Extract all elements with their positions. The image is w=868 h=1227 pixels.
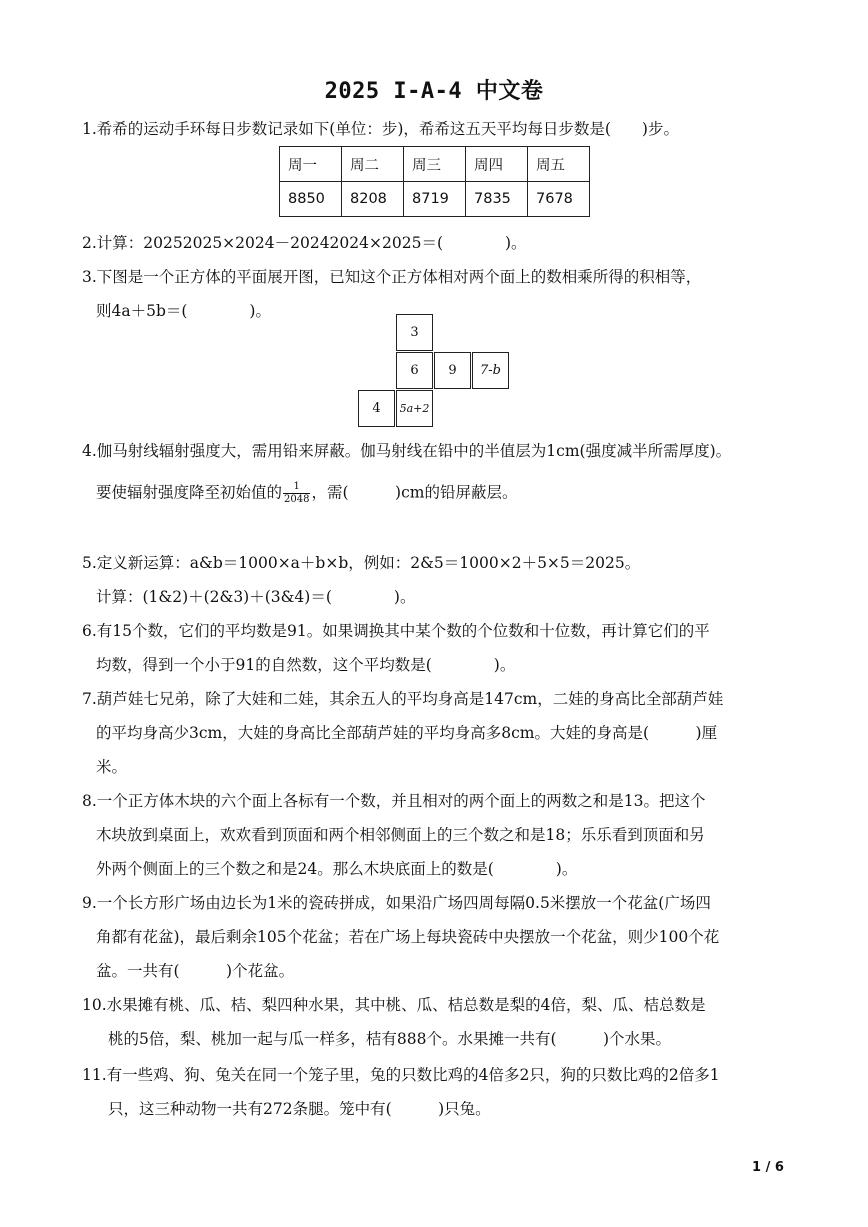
table-cell: 8719 [404,182,466,217]
table-header-cell: 周三 [404,147,466,182]
table-cell: 8850 [280,182,342,217]
question-3-line-2: 则4a＋5b＝( )。 [96,302,271,320]
steps-table [279,146,590,217]
question-1: 1.希希的运动手环每日步数记录如下(单位：步)，希希这五天平均每日步数是( )步。 [82,120,679,138]
fraction-numerator: 1 [283,481,310,494]
table-row [280,182,590,217]
question-4-text-before: 要使辐射强度降至初始值的 [96,483,283,502]
page-title: 2025 I-A-4 中文卷 [324,79,544,104]
question-9-line-2: 角都有花盆)，最后剩余105个花盆；若在广场上每块瓷砖中央摆放一个花盆，则少100个花 [96,928,720,946]
cube-net-diagram [358,314,513,428]
question-3-line-1: 3.下图是一个正方体的平面展开图，已知这个正方体相对两个面上的数相乘所得的积相等， [82,268,702,286]
question-11-line-1: 11.有一些鸡、狗、兔关在同一个笼子里，兔的只数比鸡的4倍多2只，狗的只数比鸡的2倍多1 [82,1066,720,1084]
cube-face-middle-left: 6 [396,352,433,389]
question-9-line-1: 9.一个长方形广场由边长为1米的瓷砖拼成，如果沿广场四周每隔0.5米摆放一个花盆(广场四 [82,894,711,912]
question-8-line-1: 8.一个正方体木块的六个面上各标有一个数，并且相对的两个面上的两数之和是13。把这个 [82,792,706,810]
question-6-line-2: 均数，得到一个小于91的自然数，这个平均数是( )。 [96,656,516,674]
question-5-line-1: 5.定义新运算：a&b＝1000×a＋b×b，例如：2&5＝1000×2＋5×5＝2025。 [82,554,641,572]
question-4-text-after: ，需( )cm的铅屏蔽层。 [311,483,518,502]
question-10-line-2: 桃的5倍，梨、桃加一起与瓜一样多，桔有888个。水果摊一共有( )个水果。 [108,1030,672,1048]
table-cell: 7678 [528,182,590,217]
cube-face-bottom-left: 4 [358,390,395,427]
question-2: 2.计算：20252025×2024－20242024×2025＝( )。 [82,234,527,252]
fraction [283,481,310,506]
table-header-cell: 周五 [528,147,590,182]
cube-face-bottom-right: 5a+2 [396,390,433,427]
cube-face-middle-center: 9 [434,352,471,389]
question-4-line-1: 4.伽马射线辐射强度大，需用铅来屏蔽。伽马射线在铅中的半值层为1cm(强度减半所需厚度)。 [82,442,732,460]
question-7-line-2: 的平均身高少3cm，大娃的身高比全部葫芦娃的平均身高多8cm。大娃的身高是( )厘 [96,724,718,742]
question-7-line-1: 7.葫芦娃七兄弟，除了大娃和二娃，其余五人的平均身高是147cm，二娃的身高比全部葫芦娃 [82,690,724,708]
question-10-line-1: 10.水果摊有桃、瓜、桔、梨四种水果，其中桃、瓜、桔总数是梨的4倍，梨、瓜、桔总数是 [82,996,706,1014]
fraction-denominator: 2048 [284,494,310,505]
cube-face-top: 3 [396,314,433,351]
cube-face-middle-right: 7-b [472,352,509,389]
question-7-line-3: 米。 [96,758,128,776]
table-cell: 7835 [466,182,528,217]
question-5-line-2: 计算：(1&2)＋(2&3)＋(3&4)＝( )。 [96,588,416,606]
question-9-line-3: 盆。一共有( )个花盆。 [96,962,295,980]
table-row [280,147,590,182]
table-header-cell: 周一 [280,147,342,182]
table-header-cell: 周二 [342,147,404,182]
question-6-line-1: 6.有15个数，它们的平均数是91。如果调换其中某个数的个位数和十位数，再计算它们的平 [82,622,710,640]
question-8-line-3: 外两个侧面上的三个数之和是24。那么木块底面上的数是( )。 [96,860,578,878]
table-cell: 8208 [342,182,404,217]
question-4-line-2 [96,481,517,506]
table-header-cell: 周四 [466,147,528,182]
question-8-line-2: 木块放到桌面上，欢欢看到顶面和两个相邻侧面上的三个数之和是18；乐乐看到顶面和另 [96,826,705,844]
question-11-line-2: 只，这三种动物一共有272条腿。笼中有( )只兔。 [108,1100,491,1118]
page-number: 1 / 6 [752,1160,784,1175]
